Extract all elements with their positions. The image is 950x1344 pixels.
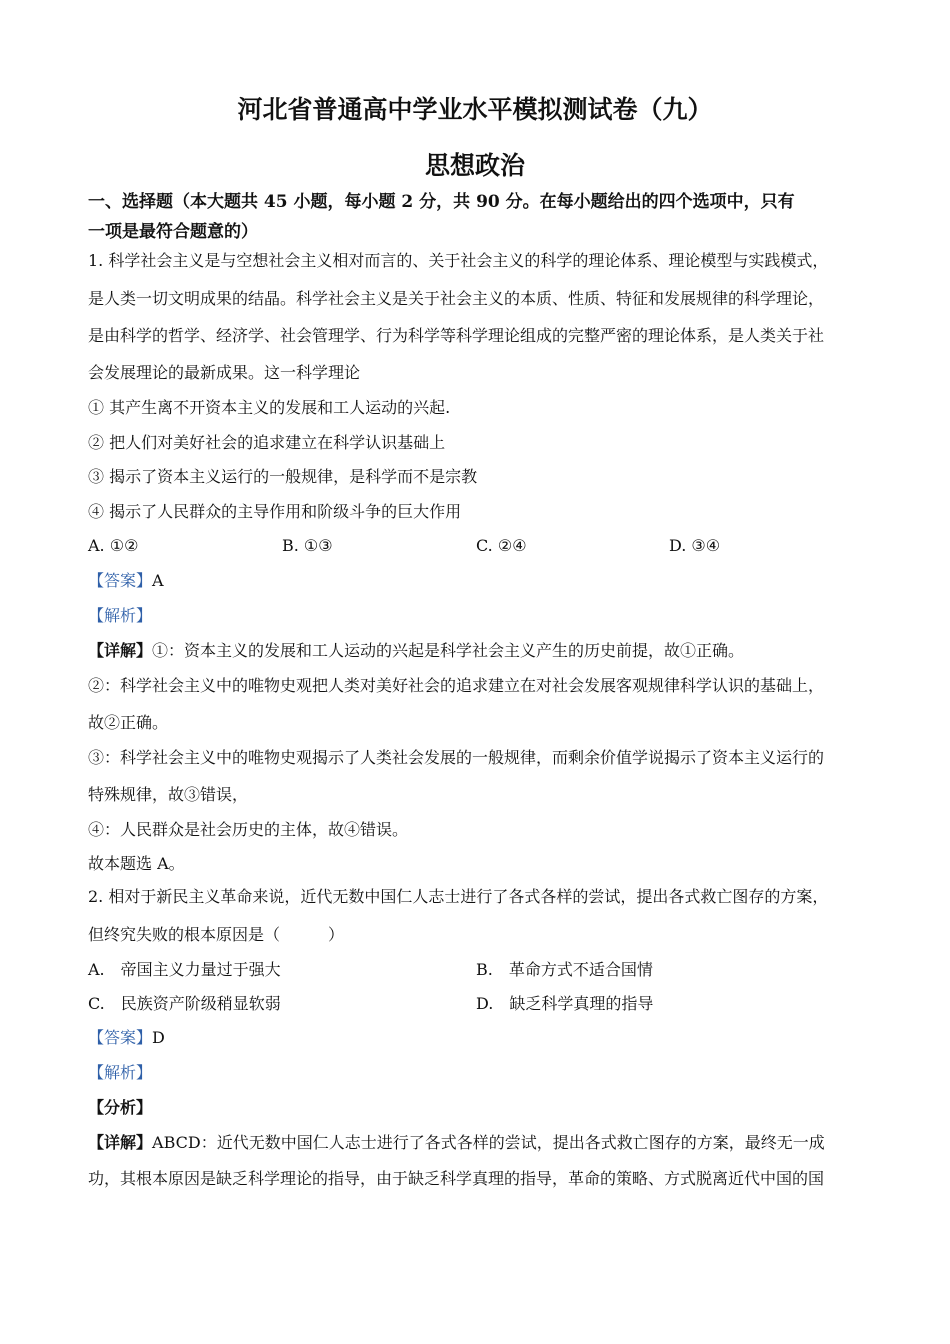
q2-option-c: C. 民族资产阶级稍显软弱 bbox=[88, 994, 281, 1013]
q1-detail-line-7: 故本题选 A。 bbox=[88, 854, 185, 873]
q2-detail-tag: 【详解】 bbox=[88, 1133, 153, 1152]
q1-detail-line-3: 故②正确。 bbox=[88, 713, 169, 732]
q1-detail-line-4: ③：科学社会主义中的唯物史观揭示了人类社会发展的一般规律，而剩余价值学说揭示了资本主义运行的 bbox=[88, 748, 825, 767]
q2-detail-text-1: ABCD：近代无数中国仁人志士进行了各式各样的尝试，提出各式救亡图存的方案，最终无一成 bbox=[152, 1133, 825, 1152]
q2-fenxi-tag: 【分析】 bbox=[88, 1098, 153, 1117]
q2-option-b: B. 革命方式不适合国情 bbox=[476, 960, 653, 979]
q1-detail-line-2: ②：科学社会主义中的唯物史观把人类对美好社会的追求建立在对社会发展客观规律科学认识的基础上， bbox=[88, 676, 825, 695]
q1-detail-text-1: ①：资本主义的发展和工人运动的兴起是科学社会主义产生的历史前提，故①正确。 bbox=[152, 641, 745, 660]
q1-statement-2: ② 把人们对美好社会的追求建立在科学认识基础上 bbox=[88, 433, 446, 452]
q1-detail-line-6: ④：人民群众是社会历史的主体，故④错误。 bbox=[88, 820, 409, 839]
page-title: 河北省普通高中学业水平模拟测试卷（九） bbox=[237, 95, 713, 124]
q2-option-a: A. 帝国主义力量过于强大 bbox=[88, 960, 281, 979]
q1-stem-line-2: 是人类一切文明成果的结晶。科学社会主义是关于社会主义的本质、性质、特征和发展规律的科学理论， bbox=[88, 289, 825, 308]
q1-statement-3: ③ 揭示了资本主义运行的一般规律，是科学而不是宗教 bbox=[88, 467, 478, 486]
q2-answer-tag: 【答案】 bbox=[88, 1028, 153, 1047]
q2-analysis-tag: 【解析】 bbox=[88, 1063, 153, 1082]
q1-statement-4: ④ 揭示了人民群众的主导作用和阶级斗争的巨大作用 bbox=[88, 502, 462, 521]
q1-option-a: A. ①② bbox=[88, 536, 139, 555]
q1-detail-line-5: 特殊规律，故③错误， bbox=[88, 785, 249, 804]
q1-option-d: D. ③④ bbox=[669, 536, 721, 555]
q2-answer-value: D bbox=[152, 1028, 165, 1047]
q1-detail-line-1 bbox=[88, 641, 744, 661]
page-subtitle: 思想政治 bbox=[424, 151, 525, 180]
q2-stem-line-2: 但终究失败的根本原因是（ ） bbox=[88, 925, 345, 944]
q1-statement-1: ① 其产生离不开资本主义的发展和工人运动的兴起. bbox=[88, 398, 451, 417]
section-header-line-1: 一、选择题（本大题共 45 小题，每小题 2 分，共 90 分。在每小题给出的四个选项中，只有 bbox=[88, 192, 795, 212]
q1-stem-line-1: 1. 科学社会主义是与空想社会主义相对而言的、关于社会主义的科学的理论体系、理论模型与实践模式， bbox=[88, 251, 829, 270]
q1-stem-line-3: 是由科学的哲学、经济学、社会管理学、行为科学等科学理论组成的完整严密的理论体系，是人类关于社 bbox=[88, 326, 825, 345]
q1-answer-tag: 【答案】 bbox=[88, 571, 153, 590]
q1-stem-line-4: 会发展理论的最新成果。这一科学理论 bbox=[88, 363, 361, 382]
q2-detail-line-1 bbox=[88, 1133, 825, 1153]
q1-answer-line bbox=[88, 571, 164, 591]
q1-detail-tag: 【详解】 bbox=[88, 641, 153, 660]
q1-analysis-tag: 【解析】 bbox=[88, 606, 153, 625]
section-header-line-2: 一项是最符合题意的） bbox=[88, 222, 258, 242]
q2-answer-line bbox=[88, 1028, 165, 1048]
q2-option-d: D. 缺乏科学真理的指导 bbox=[476, 994, 654, 1013]
q2-detail-line-2: 功，其根本原因是缺乏科学理论的指导，由于缺乏科学真理的指导，革命的策略、方式脱离近代中国的国 bbox=[88, 1169, 825, 1188]
q1-answer-value: A bbox=[152, 571, 164, 590]
q1-option-c: C. ②④ bbox=[476, 536, 527, 555]
q1-option-b: B. ①③ bbox=[282, 536, 333, 555]
q2-stem-line-1: 2. 相对于新民主义革命来说，近代无数中国仁人志士进行了各式各样的尝试，提出各式救亡图存的方案， bbox=[88, 887, 829, 906]
